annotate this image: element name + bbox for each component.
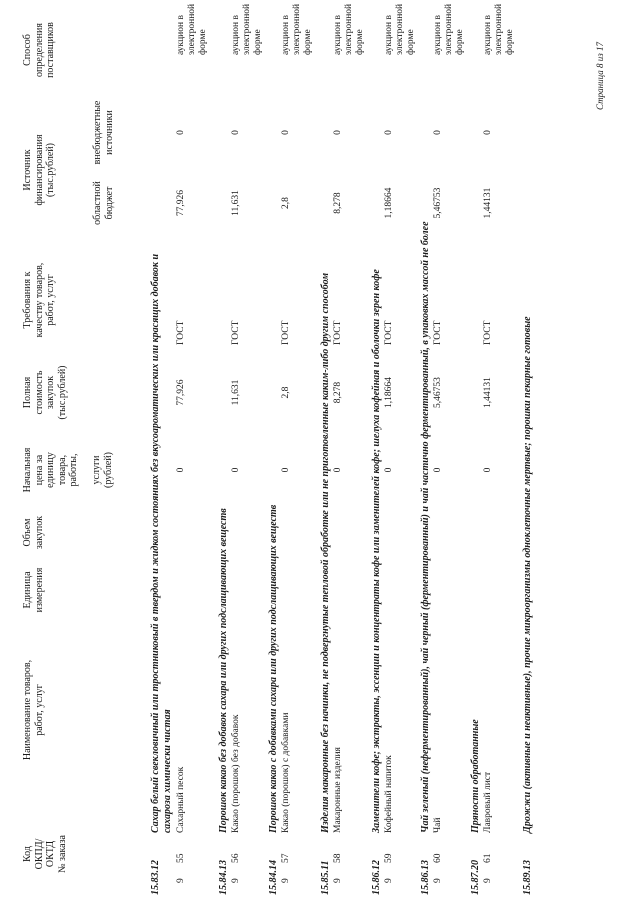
group-title — [420, 221, 432, 833]
header-line: источники — [103, 110, 115, 155]
header-line: услуги — [91, 455, 102, 485]
okpd-code: 15.83.12 — [150, 860, 161, 895]
header-line — [80, 435, 92, 505]
header-line: работ, услуг — [45, 274, 56, 326]
text-line: аукцион в — [384, 15, 394, 55]
header-finance-regional — [92, 173, 115, 233]
item-total: 1,18664 — [384, 377, 394, 408]
text-line: аукцион в — [333, 15, 343, 55]
item-name: Какао (порошок) без добавок — [231, 714, 241, 833]
text-line: электронной — [444, 3, 454, 55]
group-title — [320, 273, 332, 833]
text-line: аукцион в — [433, 15, 443, 55]
text-line: форме — [406, 29, 416, 55]
item-finance-regional: 11,631 — [231, 190, 241, 216]
header-line: бюджет — [103, 186, 115, 220]
item-volume: 0 — [433, 467, 443, 473]
item-finance-offbudget: 0 — [384, 130, 394, 135]
item-name: Лавровый лист — [483, 771, 493, 833]
item-requirements: ГОСТ — [231, 320, 241, 345]
item-method — [333, 4, 366, 55]
row-number: 9 — [384, 878, 394, 883]
row-number: 9 — [176, 878, 186, 883]
row-index: 60 — [433, 853, 443, 863]
header-line: Полная — [22, 376, 33, 409]
header-line: Единица — [22, 571, 33, 609]
row-index: 55 — [176, 853, 186, 863]
row-index: 61 — [483, 853, 493, 863]
row-index: 56 — [231, 853, 241, 863]
item-name: Сахарный песок — [176, 766, 186, 833]
header-code — [22, 809, 68, 899]
text-line: аукцион в — [176, 15, 186, 55]
header-line: ОКПД/ — [33, 838, 45, 870]
text-line: электронной — [344, 3, 354, 55]
header-line: Способ — [22, 34, 33, 66]
text-line: Пряности обработанные — [470, 719, 481, 833]
group-title — [371, 269, 383, 833]
header-line: (тыс.рублей) — [45, 142, 56, 198]
row-number: 9 — [333, 878, 343, 883]
okpd-code: 15.87.20 — [470, 860, 481, 895]
item-volume: 0 — [281, 467, 291, 473]
header-line: ОКТД — [45, 840, 56, 868]
item-total: 77,926 — [176, 379, 186, 406]
okpd-code: 15.85.11 — [320, 860, 331, 895]
header-line: единицу — [45, 452, 56, 488]
item-volume: 0 — [333, 467, 343, 473]
header-requirements — [22, 255, 57, 345]
row-number: 9 — [281, 878, 291, 883]
okpd-code: 15.86.12 — [371, 860, 382, 895]
item-volume: 0 — [176, 467, 186, 473]
header-line: определения — [33, 23, 45, 77]
item-requirements: ГОСТ — [384, 320, 394, 345]
row-index: 57 — [281, 853, 291, 863]
header-line: областной — [92, 181, 103, 225]
text-line: Сахар белый свекловичный или тростниковый в твердом и жидком состояниях без вкусоароматических или красящих добавок и — [150, 253, 161, 833]
header-finance — [22, 105, 57, 235]
group-title — [150, 254, 174, 833]
item-volume: 0 — [384, 467, 394, 473]
header-line: (тыс.рублей) — [56, 365, 68, 420]
text-line: форме — [198, 29, 208, 55]
header-line: цена за — [33, 454, 45, 486]
item-requirements: ГОСТ — [483, 320, 493, 345]
header-line: стоимость — [33, 370, 45, 415]
item-requirements: ГОСТ — [433, 320, 443, 345]
text-line: электронной — [292, 3, 302, 55]
item-total: 5,46753 — [433, 377, 443, 408]
item-total: 11,631 — [231, 379, 241, 406]
header-line: Объем — [22, 518, 33, 547]
header-line: Требования к — [22, 271, 33, 329]
group-title — [268, 505, 280, 833]
item-finance-offbudget: 0 — [333, 130, 343, 135]
header-method — [22, 5, 57, 95]
row-index: 58 — [333, 853, 343, 863]
item-finance-regional: 1,44131 — [483, 187, 493, 219]
text-line: аукцион в — [281, 15, 291, 55]
text-line: Порошок какао с добавками сахара или других подслащивающих веществ — [268, 504, 279, 833]
item-finance-offbudget: 0 — [176, 130, 186, 135]
row-number: 9 — [231, 878, 241, 883]
header-total — [22, 350, 68, 435]
text-line: Заменители кофе; экстракты, эссенции и концентраты кофе или заменителей кофе; шелуха кофейная и оболочки зерен кофе — [371, 269, 382, 833]
text-line: электронной — [494, 3, 504, 55]
item-name: Макаронные изделия — [333, 747, 343, 833]
header-line: закупок — [45, 375, 56, 410]
text-line: форме — [253, 29, 263, 55]
item-finance-offbudget: 0 — [433, 130, 443, 135]
header-line: Источник — [22, 149, 33, 191]
text-line: аукцион в — [231, 15, 241, 55]
item-method — [433, 4, 466, 55]
group-title — [218, 508, 230, 833]
item-finance-regional: 2,8 — [281, 197, 291, 209]
item-total: 8,278 — [333, 381, 343, 404]
item-requirements: ГОСТ — [333, 320, 343, 345]
text-line: форме — [455, 29, 465, 55]
text-line: Порошок какао без добавок сахара или других подслащивающих веществ — [218, 508, 229, 833]
item-finance-offbudget: 0 — [483, 130, 493, 135]
header-line: № заказа — [56, 835, 68, 873]
okpd-code: 15.89.13 — [522, 860, 533, 895]
okpd-code: 15.84.14 — [268, 860, 279, 895]
text-line: форме — [505, 29, 515, 55]
item-finance-regional: 77,926 — [176, 189, 186, 217]
text-line: электронной — [242, 3, 252, 55]
item-finance-offbudget: 0 — [281, 130, 291, 135]
text-line: Изделия макаронные без начинки, не подвергнутые тепловой обработке или не приготовленные каким-либо другим способом — [320, 272, 331, 833]
text-line: форме — [303, 29, 313, 55]
header-line: Наименование товаров, — [22, 659, 33, 761]
text-line: электронной — [395, 3, 405, 55]
text-line: сахароза химически чистая — [162, 709, 173, 833]
item-total: 2,8 — [281, 386, 291, 399]
row-number: 9 — [483, 878, 493, 883]
header-finance-offbudget — [92, 95, 115, 170]
text-line: Дрожжи (активные и неактивные), прочие микроорганизмы одноклеточные мертвые; порошки пекарные готовые — [522, 316, 533, 833]
header-price — [22, 435, 114, 505]
item-volume: 0 — [483, 467, 493, 473]
item-total: 1,44131 — [483, 377, 493, 408]
okpd-code: 15.84.13 — [218, 860, 229, 895]
header-line: товара, — [56, 454, 68, 486]
item-name: Какао (порошок) с добавками — [281, 712, 291, 833]
item-volume: 0 — [231, 467, 241, 473]
item-name: Кофейный напиток — [384, 755, 394, 833]
header-line: работы, — [68, 453, 79, 487]
row-number: 9 — [433, 878, 443, 883]
item-method — [384, 4, 417, 55]
header-line: (рублей) — [102, 452, 114, 489]
item-finance-offbudget: 0 — [231, 130, 241, 135]
row-index: 59 — [384, 853, 394, 863]
header-line: финансирования — [33, 134, 45, 206]
header-unit — [22, 560, 45, 620]
item-name: Чай — [433, 817, 443, 833]
header-line: Код — [22, 846, 33, 862]
item-method — [483, 4, 516, 55]
text-line: электронной — [187, 3, 197, 55]
item-finance-regional: 8,278 — [333, 192, 343, 214]
header-line: работ, услуг — [33, 684, 45, 736]
text-line: Чай зеленый (неферментированный), чай черный (ферментированный) и чай частично ферментированный, в упаковках массой не более — [420, 221, 431, 833]
header-line: измерения — [33, 567, 45, 613]
header-volume — [22, 505, 45, 560]
item-method — [176, 4, 209, 55]
text-line: форме — [355, 29, 365, 55]
item-requirements: ГОСТ — [281, 320, 291, 345]
item-requirements: ГОСТ — [176, 320, 186, 345]
page-footer: Страница 8 из 17 — [595, 42, 605, 110]
item-method — [281, 4, 314, 55]
header-line: качеству товаров, — [33, 262, 45, 338]
header-line: Начальная — [22, 447, 33, 493]
header-line: поставщиков — [45, 22, 56, 78]
header-line: внебюджетные — [92, 100, 103, 165]
header-line: закупок — [33, 515, 45, 550]
item-finance-regional: 5,46753 — [433, 187, 443, 219]
item-finance-regional: 1,18664 — [384, 187, 394, 219]
text-line: аукцион в — [483, 15, 493, 55]
item-method — [231, 4, 264, 55]
group-title — [470, 719, 482, 833]
header-name — [22, 625, 45, 795]
group-title — [522, 316, 534, 833]
okpd-code: 15.86.13 — [420, 860, 431, 895]
